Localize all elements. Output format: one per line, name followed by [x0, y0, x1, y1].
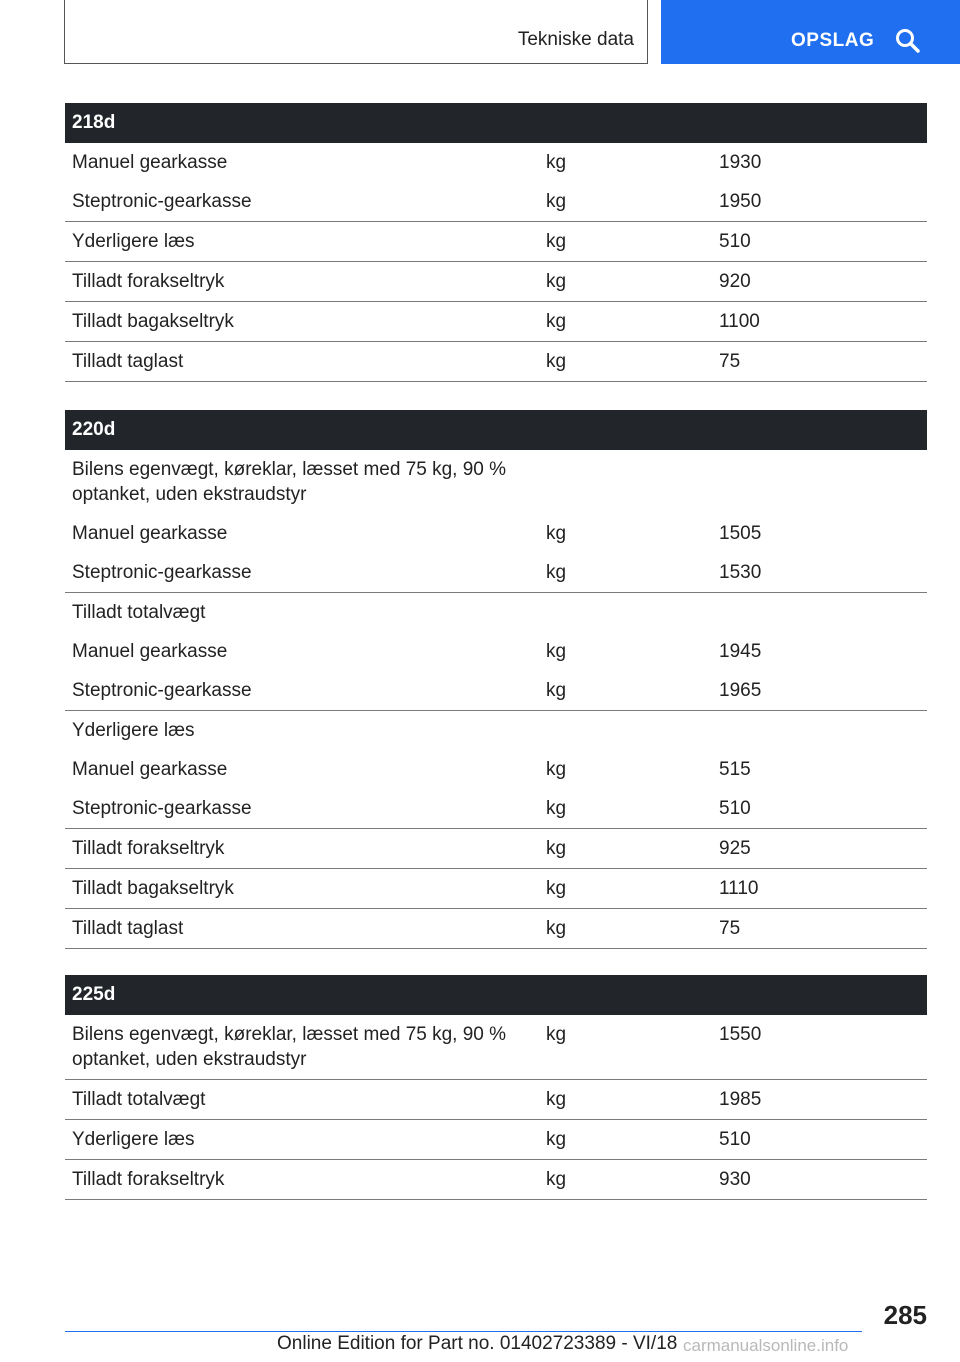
- row-label: Manuel gearkasse: [72, 152, 228, 173]
- table-row: [65, 1120, 927, 1160]
- watermark-text: carmanualsonline.info: [683, 1336, 849, 1355]
- table-row: [65, 1160, 927, 1200]
- page-number: 285: [883, 1300, 927, 1330]
- row-value: 1945: [719, 641, 762, 662]
- row-unit: kg: [546, 918, 567, 939]
- row-label: Steptronic-gearkasse: [72, 798, 252, 819]
- row-value: 1930: [719, 152, 762, 173]
- table-row: [65, 342, 927, 382]
- row-unit: kg: [546, 351, 567, 372]
- table-row: [65, 869, 927, 909]
- table-row: [65, 514, 927, 553]
- table-row: [65, 553, 927, 593]
- lookup-label: OPSLAG: [791, 30, 875, 51]
- table-row: [65, 909, 927, 949]
- lookup-button[interactable]: [661, 0, 960, 64]
- row-value: 1505: [719, 523, 762, 544]
- row-value: 75: [719, 918, 741, 939]
- section-header: 225d: [65, 975, 927, 1015]
- row-value: 1965: [719, 680, 762, 701]
- table-row: [65, 182, 927, 222]
- search-icon: [895, 28, 921, 54]
- edition-text: Online Edition for Part no. 01402723389 - VI/18: [277, 1333, 678, 1354]
- table-row: [65, 302, 927, 342]
- row-unit: kg: [546, 759, 567, 780]
- section-header: 218d: [65, 103, 927, 143]
- row-unit: kg: [546, 523, 567, 544]
- row-unit: kg: [546, 1169, 567, 1190]
- row-value: 510: [719, 798, 751, 819]
- row-label: Bilens egenvægt, køreklar, læsset med 75 kg, 90 % optanket, uden ekstraudstyr: [72, 459, 507, 505]
- row-value: 930: [719, 1169, 751, 1190]
- row-label: Tilladt taglast: [72, 351, 184, 372]
- row-value: 925: [719, 838, 751, 859]
- table-row: [65, 222, 927, 262]
- header-box: [64, 0, 648, 64]
- row-unit: kg: [546, 1129, 567, 1150]
- row-value: 510: [719, 231, 751, 252]
- row-label: Steptronic-gearkasse: [72, 562, 252, 583]
- row-unit: kg: [546, 231, 567, 252]
- row-label: Yderligere læs: [72, 231, 195, 252]
- spec-table-225d: [65, 975, 927, 1200]
- row-label: Tilladt totalvægt: [72, 602, 206, 623]
- row-label: Yderligere læs: [72, 720, 195, 741]
- page-title: Tekniske data: [517, 29, 634, 50]
- row-value: 1950: [719, 191, 762, 212]
- row-label: Tilladt bagakseltryk: [72, 311, 234, 332]
- row-value: 75: [719, 351, 741, 372]
- row-unit: kg: [546, 311, 567, 332]
- row-label: Steptronic-gearkasse: [72, 680, 252, 701]
- table-row: [65, 450, 927, 514]
- row-value: 1985: [719, 1089, 762, 1110]
- row-unit: kg: [546, 641, 567, 662]
- table-row: [65, 671, 927, 711]
- row-label: Tilladt bagakseltryk: [72, 878, 234, 899]
- row-value: 1550: [719, 1024, 762, 1045]
- row-label: Tilladt forakseltryk: [72, 838, 225, 859]
- row-label: Tilladt taglast: [72, 918, 184, 939]
- row-value: 1530: [719, 562, 762, 583]
- row-value: 920: [719, 271, 751, 292]
- row-unit: kg: [546, 1024, 567, 1045]
- row-label: Tilladt totalvægt: [72, 1089, 206, 1110]
- row-unit: kg: [546, 798, 567, 819]
- table-row: [65, 711, 927, 750]
- row-value: 1110: [719, 878, 759, 899]
- table-row: [65, 1015, 927, 1080]
- table-row: [65, 829, 927, 869]
- row-unit: kg: [546, 680, 567, 701]
- row-label: Steptronic-gearkasse: [72, 191, 252, 212]
- row-unit: kg: [546, 878, 567, 899]
- row-unit: kg: [546, 838, 567, 859]
- section-header: 220d: [65, 410, 927, 450]
- row-unit: kg: [546, 191, 567, 212]
- row-value: 1100: [719, 311, 760, 332]
- table-row: [65, 632, 927, 671]
- row-value: 510: [719, 1129, 751, 1150]
- row-unit: kg: [546, 1089, 567, 1110]
- row-label: Tilladt forakseltryk: [72, 271, 225, 292]
- row-label: Manuel gearkasse: [72, 759, 228, 780]
- row-label: Manuel gearkasse: [72, 641, 228, 662]
- table-row: [65, 789, 927, 829]
- spec-table-218d: [65, 103, 927, 382]
- footer-divider: [65, 1331, 862, 1332]
- row-unit: kg: [546, 152, 567, 173]
- table-row: [65, 262, 927, 302]
- row-value: 515: [719, 759, 751, 780]
- table-row: [65, 1080, 927, 1120]
- table-row: [65, 143, 927, 182]
- row-label: Manuel gearkasse: [72, 523, 228, 544]
- row-unit: kg: [546, 562, 567, 583]
- row-label: Bilens egenvægt, køreklar, læsset med 75 kg, 90 % optanket, uden ekstraudstyr: [72, 1024, 507, 1070]
- table-row: [65, 593, 927, 632]
- spec-table-220d: [65, 410, 927, 949]
- row-unit: kg: [546, 271, 567, 292]
- table-row: [65, 750, 927, 789]
- row-label: Tilladt forakseltryk: [72, 1169, 225, 1190]
- row-label: Yderligere læs: [72, 1129, 195, 1150]
